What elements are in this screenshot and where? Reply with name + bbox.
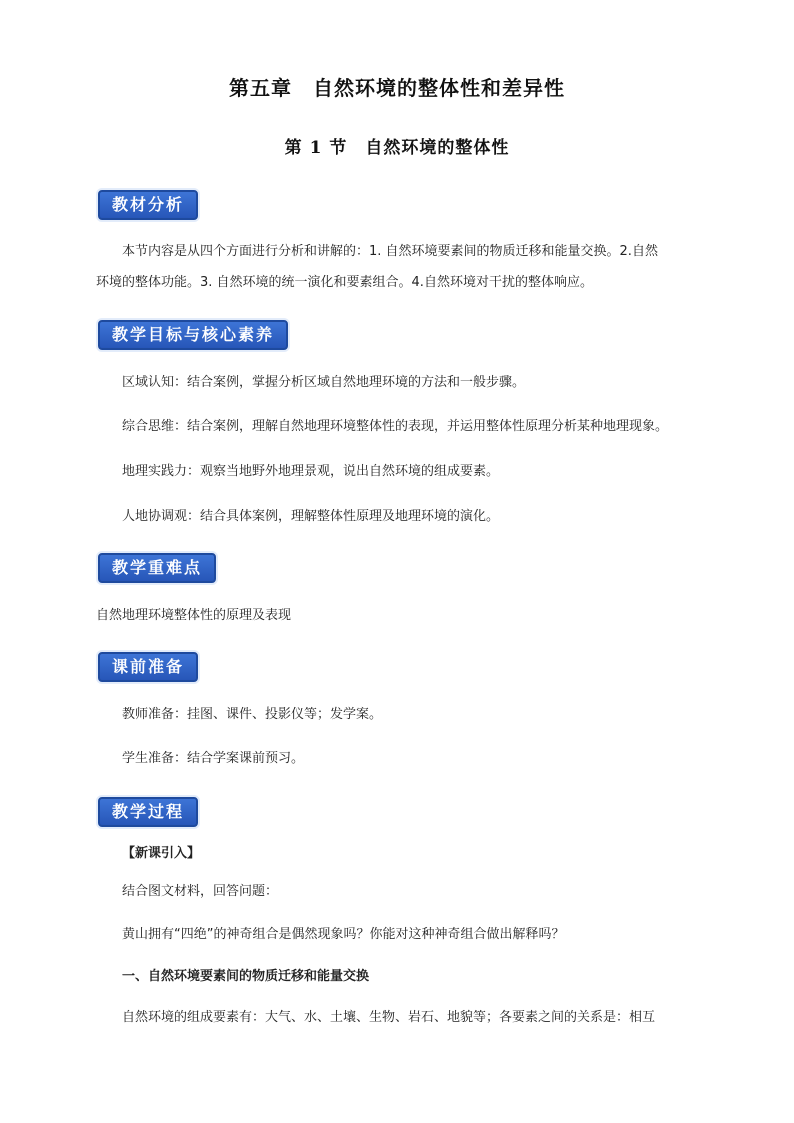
goal-item-2: 综合思维：结合案例，理解自然地理环境整体性的表现，并运用整体性原理分析某种地理现象。 (122, 419, 669, 434)
section-title: 第 1 节 自然环境的整体性 (284, 138, 510, 158)
intro-text: 结合图文材料，回答问题： (122, 884, 279, 899)
badge-analysis: 教材分析 (98, 190, 198, 220)
badge-process: 教学过程 (98, 797, 198, 827)
analysis-line-2: 环境的整体功能。3. 自然环境的统一演化和要素组合。4.自然环境对干扰的整体响应。 (96, 275, 593, 290)
badge-preparation: 课前准备 (98, 652, 198, 682)
intro-heading: 【新课引入】 (122, 846, 201, 861)
analysis-line-1: 本节内容是从四个方面进行分析和讲解的：1. 自然环境要素间的物质迁移和能量交换。2.自然 (122, 244, 658, 259)
student-preparation: 学生准备：结合学案课前预习。 (122, 751, 305, 766)
intro-question: 黄山拥有“四绝”的神奇组合是偶然现象吗？你能对这种神奇组合做出解释吗？ (122, 927, 565, 942)
goal-item-4: 人地协调观：结合具体案例，理解整体性原理及地理环境的演化。 (122, 509, 500, 524)
badge-goals: 教学目标与核心素养 (98, 320, 288, 350)
badge-key-points: 教学重难点 (98, 553, 216, 583)
chapter-title: 第五章 自然环境的整体性和差异性 (229, 76, 565, 100)
subheading-1: 一、自然环境要素间的物质迁移和能量交换 (122, 969, 370, 984)
body-last-line: 自然环境的组成要素有：大气、水、土壤、生物、岩石、地貌等；各要素之间的关系是：相互 (122, 1010, 656, 1025)
goal-item-1: 区域认知：结合案例，掌握分析区域自然地理环境的方法和一般步骤。 (122, 375, 526, 390)
goal-item-3: 地理实践力：观察当地野外地理景观，说出自然环境的组成要素。 (122, 464, 500, 479)
key-points-text: 自然地理环境整体性的原理及表现 (96, 608, 292, 623)
teacher-preparation: 教师准备：挂图、课件、投影仪等；发学案。 (122, 707, 383, 722)
